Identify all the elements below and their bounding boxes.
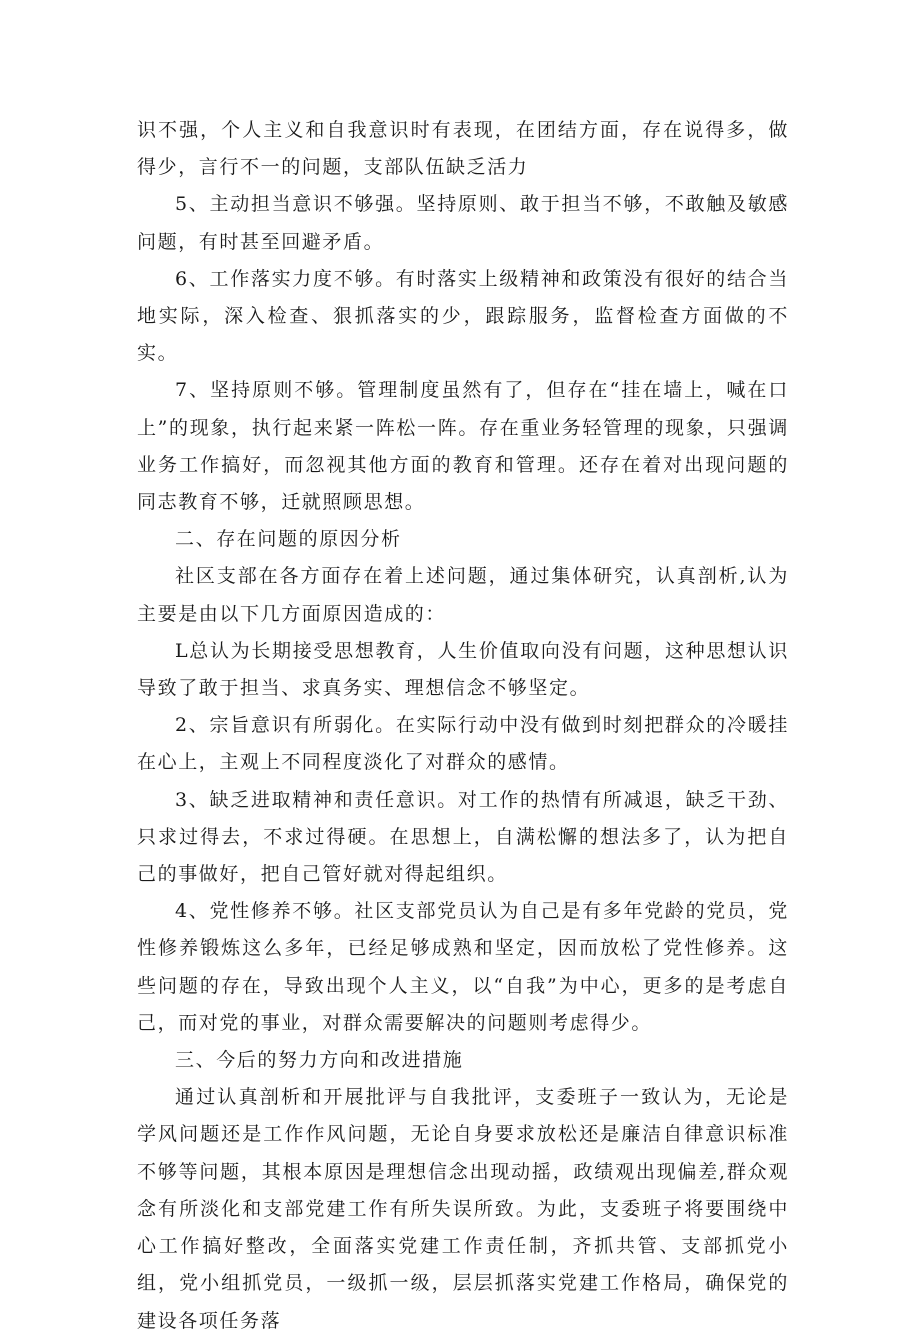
paragraph-cause-1: L总认为长期接受思想教育，人生价值取向没有问题，这种思想认识导致了敢于担当、求真务实、理想信念不够坚定。 [137,639,789,700]
document-body [137,112,789,1340]
paragraph-analysis-intro: 社区支部在各方面存在着上述问题，通过集体研究，认真剖析,认为主要是由以下几方面原因造成的： [137,565,789,625]
paragraph-continued: 识不强，个人主义和自我意识时有表现，在团结方面，存在说得多，做得少，言行不一的问题，支部队伍缺乏活力 [137,119,789,179]
paragraph-cause-2: 2、宗旨意识有所弱化。在实际行动中没有做到时刻把群众的冷暖挂在心上，主观上不同程度淡化了对群众的感情。 [137,714,789,774]
paragraph-cause-3: 3、缺乏进取精神和责任意识。对工作的热情有所减退，缺乏干劲、只求过得去，不求过得硬。在思想上，自满松懈的想法多了，认为把自己的事做好，把自己管好就对得起组织。 [137,788,789,886]
paragraph-improvement: 通过认真剖析和开展批评与自我批评，支委班子一致认为，无论是学风问题还是工作作风问题，无论自身要求放松还是廉洁自律意识标准不够等问题，其根本原因是理想信念出现动摇，政绩观出现偏差,群众观念有所淡化和支部党建工作有所失误所致。为此，支委班子将要围绕中心工作搞好整改，全面落实党建工作责任制，齐抓共管、支部抓党小组，党小组抓党员，一级抓一级，层层抓落实党建工作格局，确保党的建设各项任务落 [137,1086,789,1332]
paragraph-item-6: 6、工作落实力度不够。有时落实上级精神和政策没有很好的结合当地实际，深入检查、狠抓落实的少，跟踪服务，监督检查方面做的不实。 [137,267,789,365]
paragraph-item-5: 5、主动担当意识不够强。坚持原则、敢于担当不够，不敢触及敏感问题，有时甚至回避矛盾。 [137,193,789,253]
section-heading-3: 三、今后的努力方向和改进措施 [175,1049,464,1072]
section-heading-2: 二、存在问题的原因分析 [175,528,402,551]
paragraph-cause-4: 4、党性修养不够。社区支部党员认为自己是有多年党龄的党员，党性修养锻炼这么多年，已经足够成熟和坚定，因而放松了党性修养。这些问题的存在，导致出现个人主义，以“自我”为中心，更多的是考虑自己，而对党的事业，对群众需要解决的问题则考虑得少。 [137,900,789,1034]
paragraph-item-7: 7、坚持原则不够。管理制度虽然有了，但存在“挂在墙上，喊在口上”的现象，执行起来紧一阵松一阵。存在重业务轻管理的现象，只强调业务工作搞好，而忽视其他方面的教育和管理。还存在着对出现问题的同志教育不够，迁就照顾思想。 [137,379,789,514]
